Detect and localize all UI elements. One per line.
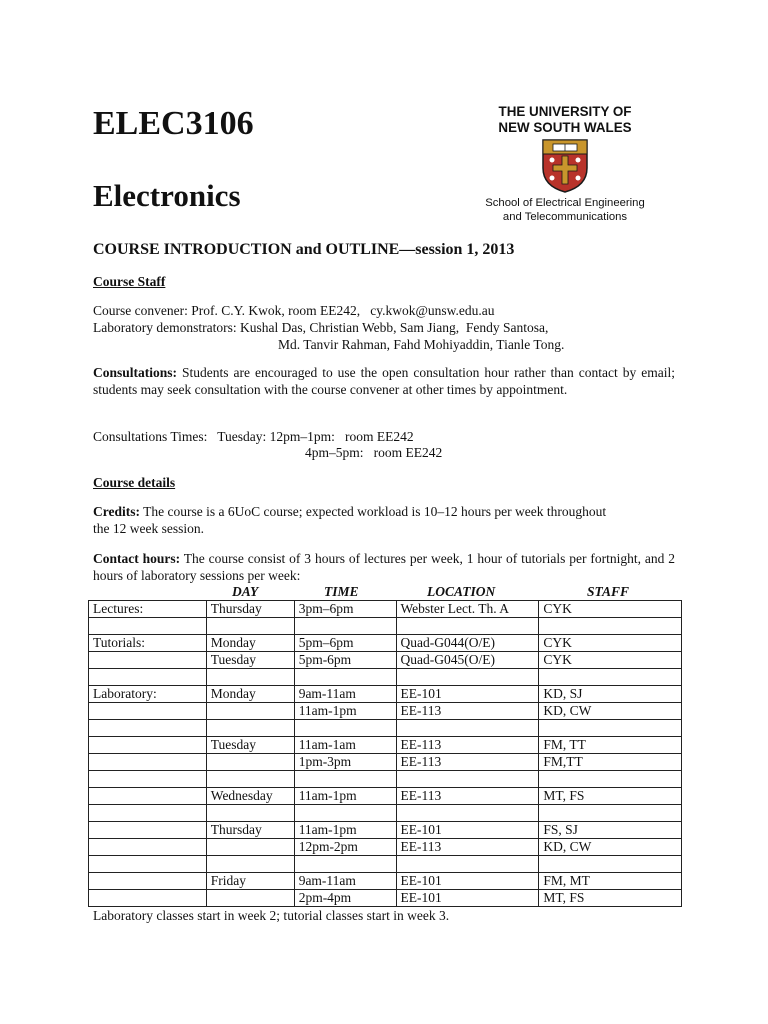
table-row <box>89 754 682 771</box>
schedule-cell-staff: CYK <box>539 601 682 618</box>
schedule-cell-time: 12pm-2pm <box>294 839 396 856</box>
consultation-times-line1: Consultations Times: Tuesday: 12pm–1pm: room EE242 <box>93 429 414 444</box>
course-intro-title: COURSE INTRODUCTION and OUTLINE—session 1, 2013 <box>93 241 515 258</box>
schedule-cell-staff: KD, CW <box>539 839 682 856</box>
schedule-cell-activity <box>89 805 207 822</box>
schedule-header-staff: STAFF <box>587 584 630 599</box>
schedule-cell-activity <box>89 771 207 788</box>
schedule-cell-day: Tuesday <box>206 737 294 754</box>
schedule-footnote: Laboratory classes start in week 2; tutorial classes start in week 3. <box>93 908 450 923</box>
schedule-cell-time: 9am-11am <box>294 873 396 890</box>
schedule-cell-staff <box>539 720 682 737</box>
schedule-cell-day: Monday <box>206 686 294 703</box>
table-row <box>89 652 682 669</box>
schedule-cell-location: EE-101 <box>396 822 539 839</box>
table-row <box>89 856 682 873</box>
course-code: ELEC3106 <box>93 105 254 142</box>
schedule-header-location: LOCATION <box>427 584 496 599</box>
schedule-cell-location: EE-101 <box>396 686 539 703</box>
schedule-cell-time: 11am-1pm <box>294 788 396 805</box>
consultations-label: Consultations: <box>93 365 178 380</box>
schedule-cell-activity <box>89 652 207 669</box>
schedule-cell-day <box>206 720 294 737</box>
schedule-header-day: DAY <box>232 584 259 599</box>
schedule-cell-day <box>206 856 294 873</box>
schedule-cell-day <box>206 669 294 686</box>
schedule-cell-day <box>206 618 294 635</box>
convener-line: Course convener: Prof. C.Y. Kwok, room EE242, cy.kwok@unsw.edu.au <box>93 303 495 318</box>
schedule-cell-staff: MT, FS <box>539 788 682 805</box>
schedule-cell-activity <box>89 737 207 754</box>
schedule-cell-time <box>294 771 396 788</box>
schedule-cell-time <box>294 720 396 737</box>
schedule-cell-staff: FS, SJ <box>539 822 682 839</box>
schedule-cell-day <box>206 890 294 907</box>
school-name-line1: School of Electrical Engineering <box>485 197 645 209</box>
schedule-cell-activity <box>89 669 207 686</box>
schedule-table-body <box>89 601 682 907</box>
schedule-cell-day: Monday <box>206 635 294 652</box>
schedule-cell-staff: MT, FS <box>539 890 682 907</box>
contact-hours-paragraph <box>93 551 675 584</box>
contact-hours-label: Contact hours: <box>93 551 181 566</box>
table-row <box>89 686 682 703</box>
schedule-header-time: TIME <box>324 584 359 599</box>
schedule-cell-location: Quad-G045(O/E) <box>396 652 539 669</box>
schedule-cell-activity <box>89 890 207 907</box>
table-row <box>89 703 682 720</box>
schedule-cell-staff: CYK <box>539 652 682 669</box>
schedule-cell-activity <box>89 754 207 771</box>
school-name-line2: and Telecommunications <box>502 211 628 223</box>
schedule-cell-activity <box>89 720 207 737</box>
schedule-table <box>88 600 682 907</box>
schedule-cell-day <box>206 754 294 771</box>
schedule-cell-time: 11am-1pm <box>294 822 396 839</box>
schedule-cell-location: EE-113 <box>396 737 539 754</box>
unsw-crest-icon <box>537 138 593 194</box>
schedule-cell-location: EE-101 <box>396 890 539 907</box>
course-staff-heading: Course Staff <box>93 274 166 289</box>
schedule-cell-day <box>206 771 294 788</box>
schedule-cell-staff <box>539 805 682 822</box>
schedule-cell-location: EE-113 <box>396 703 539 720</box>
schedule-cell-location: EE-101 <box>396 873 539 890</box>
schedule-cell-activity <box>89 618 207 635</box>
schedule-cell-time <box>294 618 396 635</box>
university-name-line2: NEW SOUTH WALES <box>498 120 632 135</box>
credits-paragraph <box>93 504 623 537</box>
schedule-cell-time: 9am-11am <box>294 686 396 703</box>
schedule-cell-location <box>396 771 539 788</box>
contact-hours-text: The course consist of 3 hours of lectures per week, 1 hour of tutorials per fortnight, and 2 hours of laboratory sessions per week: <box>93 551 676 583</box>
table-row <box>89 839 682 856</box>
schedule-cell-location: EE-113 <box>396 788 539 805</box>
schedule-cell-activity <box>89 822 207 839</box>
table-row <box>89 805 682 822</box>
demonstrators-line2: Md. Tanvir Rahman, Fahd Mohiyaddin, Tianle Tong. <box>278 337 565 352</box>
credits-label: Credits: <box>93 504 140 519</box>
schedule-cell-activity: Lectures: <box>89 601 207 618</box>
table-row <box>89 788 682 805</box>
schedule-cell-activity <box>89 788 207 805</box>
course-details-heading: Course details <box>93 475 176 490</box>
schedule-cell-day <box>206 839 294 856</box>
table-row <box>89 873 682 890</box>
schedule-cell-staff <box>539 856 682 873</box>
credits-text: The course is a 6UoC course; expected workload is 10–12 hours per week throughout the 12 week session. <box>93 504 607 536</box>
schedule-cell-staff: CYK <box>539 635 682 652</box>
table-row <box>89 822 682 839</box>
schedule-cell-time: 1pm-3pm <box>294 754 396 771</box>
table-row <box>89 890 682 907</box>
schedule-cell-day: Thursday <box>206 822 294 839</box>
schedule-cell-location <box>396 856 539 873</box>
school-name <box>462 196 668 224</box>
schedule-cell-staff: KD, SJ <box>539 686 682 703</box>
schedule-cell-time: 2pm-4pm <box>294 890 396 907</box>
schedule-cell-location: EE-113 <box>396 754 539 771</box>
schedule-cell-time: 11am-1am <box>294 737 396 754</box>
schedule-cell-time: 5pm–6pm <box>294 635 396 652</box>
schedule-cell-staff <box>539 771 682 788</box>
schedule-cell-time <box>294 669 396 686</box>
consultation-times-line2: 4pm–5pm: room EE242 <box>305 445 443 460</box>
schedule-cell-activity: Tutorials: <box>89 635 207 652</box>
schedule-cell-activity <box>89 703 207 720</box>
schedule-cell-day: Friday <box>206 873 294 890</box>
schedule-cell-staff <box>539 669 682 686</box>
schedule-cell-time: 11am-1pm <box>294 703 396 720</box>
schedule-cell-day: Tuesday <box>206 652 294 669</box>
schedule-cell-location <box>396 720 539 737</box>
schedule-cell-time: 5pm-6pm <box>294 652 396 669</box>
schedule-cell-activity <box>89 856 207 873</box>
table-row <box>89 601 682 618</box>
table-row <box>89 737 682 754</box>
schedule-cell-time <box>294 856 396 873</box>
schedule-cell-location: EE-113 <box>396 839 539 856</box>
university-name-line1: THE UNIVERSITY OF <box>498 104 632 119</box>
schedule-cell-time: 3pm–6pm <box>294 601 396 618</box>
demonstrators-line1: Laboratory demonstrators: Kushal Das, Christian Webb, Sam Jiang, Fendy Santosa, <box>93 320 549 335</box>
schedule-cell-location <box>396 669 539 686</box>
schedule-cell-activity <box>89 873 207 890</box>
schedule-cell-location: Webster Lect. Th. A <box>396 601 539 618</box>
schedule-cell-staff <box>539 618 682 635</box>
table-row <box>89 771 682 788</box>
consultations-paragraph <box>93 365 675 398</box>
university-name <box>470 104 660 136</box>
schedule-cell-activity: Laboratory: <box>89 686 207 703</box>
table-row <box>89 720 682 737</box>
schedule-cell-time <box>294 805 396 822</box>
schedule-cell-staff: FM, MT <box>539 873 682 890</box>
schedule-cell-day <box>206 805 294 822</box>
schedule-cell-staff: FM, TT <box>539 737 682 754</box>
schedule-cell-activity <box>89 839 207 856</box>
table-row <box>89 635 682 652</box>
schedule-cell-location <box>396 805 539 822</box>
table-row <box>89 669 682 686</box>
schedule-cell-staff: FM,TT <box>539 754 682 771</box>
schedule-cell-location <box>396 618 539 635</box>
schedule-cell-location: Quad-G044(O/E) <box>396 635 539 652</box>
consultations-text: Students are encouraged to use the open consultation hour rather than contact by email; students may seek consultation with the course convener at other times by appointment. <box>93 365 675 397</box>
schedule-cell-day: Thursday <box>206 601 294 618</box>
course-name: Electronics <box>93 178 241 213</box>
schedule-cell-day <box>206 703 294 720</box>
schedule-cell-staff: KD, CW <box>539 703 682 720</box>
table-row <box>89 618 682 635</box>
schedule-cell-day: Wednesday <box>206 788 294 805</box>
